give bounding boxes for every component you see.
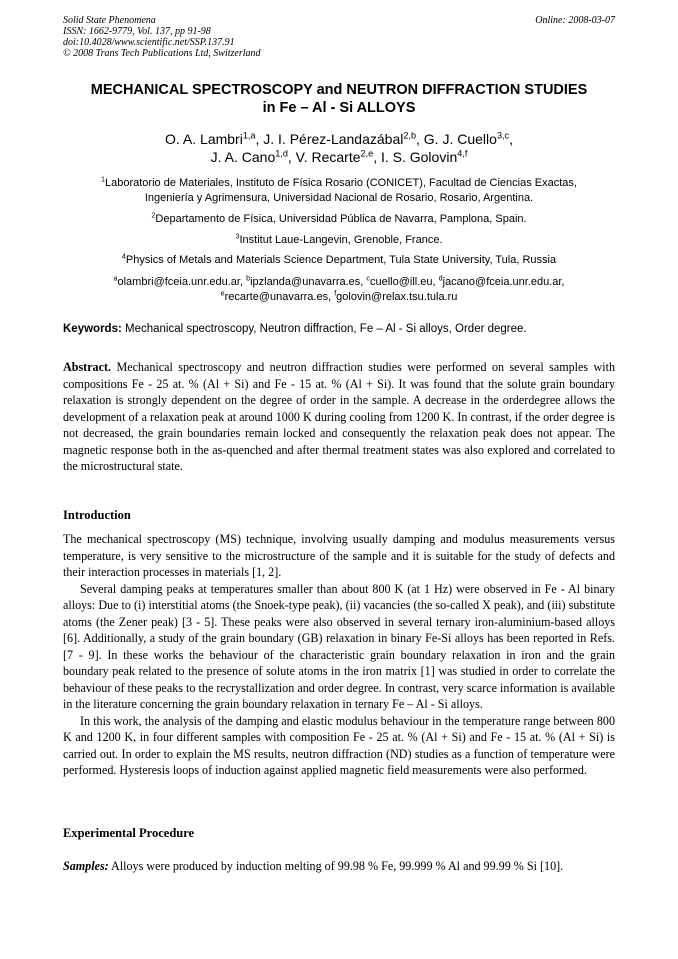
email-marker: c (366, 274, 370, 283)
email-marker: b (246, 274, 251, 283)
email-list (40, 275, 638, 305)
author-separator: , (287, 149, 296, 165)
author-affiliation: 2,b (403, 130, 417, 141)
affiliation-number: 1 (101, 175, 105, 184)
affiliation-number: 2 (151, 211, 156, 220)
abstract (63, 359, 615, 475)
email-marker: e (220, 289, 225, 298)
email-marker: f (334, 289, 337, 298)
author-line-1 (40, 130, 638, 148)
affiliation-text: Institut Laue-Langevin, Grenoble, France. (239, 234, 443, 246)
email-address[interactable]: golovin@relax.tsu.tula.ru (336, 291, 458, 303)
intro-paragraph-2: Several damping peaks at temperatures smaller than about 800 K (at 1 Hz) were observed in Fe - Al binary alloys: Due to (i) interstitial atoms (the Snoek-type peak), (ii) vacancies (the so-called X peak), and (iii) substitute atoms (the Zener peak) [3 - 5]. These peaks were also observed in several ternary iron-aluminium-based alloys [6]. Additionally, a study of the grain boundary (GB) relaxation in binary Fe-Si alloys has been reported in Refs. [7 - 9]. In these works the behaviour of the characteristic grain boundary relaxation in iron and the grain boundary peak related to the presence of solute atoms in the iron matrix [1] was studied in order to correlate the behaviour of these peaks to the recrystallization and order degree. In contrast, very scarce information is available in the literature concerning the grain boundary relaxation in ternary Fe – Al - Si alloys. (63, 581, 615, 711)
author-line-2 (40, 148, 638, 166)
author-name: O. A. Lambri (165, 131, 243, 147)
title-line-2: in Fe – Al - Si ALLOYS (262, 100, 416, 116)
abstract-label: Abstract. (63, 360, 112, 374)
email-address[interactable]: recarte@unavarra.es, (224, 291, 335, 303)
affiliation-text: Departamento de Física, Universidad Pública de Navarra, Pamplona, Spain. (155, 213, 527, 225)
samples-paragraph (63, 858, 615, 875)
samples-text: Alloys were produced by induction melting of 99.98 % Fe, 99.999 % Al and 99.99 % Si [10]. (108, 859, 564, 873)
author-separator: , (255, 131, 264, 147)
affiliation-3 (40, 233, 638, 248)
author-name: V. Recarte (295, 149, 361, 165)
journal-name: Solid State Phenomena (63, 15, 156, 26)
email-address[interactable]: ipzlanda@unavarra.es, (250, 276, 367, 288)
email-address[interactable]: olambri@fceia.unr.edu.ar, (117, 276, 247, 288)
affiliation-text: Ingeniería y Agrimensura, Universidad Nacional de Rosario, Rosario, Argentina. (144, 192, 534, 204)
affiliation-2 (40, 212, 638, 227)
affiliation-text: Physics of Metals and Materials Science Department, Tula State University, Tula, Russia (125, 254, 557, 266)
email-marker: a (113, 274, 118, 283)
author-list (40, 130, 638, 166)
title-line-1: MECHANICAL SPECTROSCOPY and NEUTRON DIFFRACTION STUDIES (90, 82, 588, 98)
journal-issn: ISSN: 1662-9779, Vol. 137, pp 91-98 (63, 26, 211, 37)
introduction-heading: Introduction (63, 508, 131, 522)
author-affiliation: 3,c (496, 130, 510, 141)
introduction-body (63, 531, 615, 779)
author-name: J. I. Pérez-Landazábal (263, 131, 404, 147)
samples-label: Samples: (63, 859, 109, 873)
journal-doi: doi:10.4028/www.scientific.net/SSP.137.91 (63, 37, 235, 48)
email-address[interactable]: jacano@fceia.unr.edu.ar, (442, 276, 565, 288)
journal-header (63, 15, 615, 59)
email-marker: d (438, 274, 443, 283)
paper-title (40, 81, 638, 117)
abstract-text: Mechanical spectroscopy and neutron diffraction studies were performed on several samples with compositions Fe - 25 at. % (Al + Si) and Fe - 15 at. % (Al + Si). It was found that the solute grain boundary relaxation is strongly dependent on the degree of order in the sample. A decrease in the orderdegree allows the development of a relaxation peak at around 1000 K during cooling from 1200 K. In contrast, if the order degree is not decreased, the grain boundaries remain locked and consequently the relaxation peak does not appear. The magnetic response both in the as-quenched and after thermal treatment states was also explored and correlated to the microstructural state. (63, 360, 615, 473)
author-name: G. J. Cuello (423, 131, 497, 147)
online-date: Online: 2008-03-07 (535, 15, 615, 26)
author-affiliation: 1,d (275, 148, 288, 159)
intro-paragraph-1: The mechanical spectroscopy (MS) technique, involving usually damping and modulus measurements versus temperature, is very sensitive to the microstructure of the sample and it is suitable for the study of defects and their interaction processes in materials [1, 2]. (63, 532, 615, 579)
author-separator: , (509, 131, 513, 147)
author-name: J. A. Cano (210, 149, 276, 165)
email-address[interactable]: cuello@ill.eu, (369, 276, 439, 288)
author-affiliation: 1,a (242, 130, 256, 141)
author-separator: , (416, 131, 424, 147)
author-separator: , (373, 149, 381, 165)
author-name: I. S. Golovin (380, 149, 458, 165)
affiliation-1 (40, 176, 638, 206)
affiliation-text: Laboratorio de Materiales, Instituto de Física Rosario (CONICET), Facultad de Ciencias Exactas, (105, 177, 577, 189)
keywords-label: Keywords: (63, 323, 122, 335)
keywords (63, 323, 615, 335)
experimental-heading: Experimental Procedure (63, 826, 195, 840)
intro-paragraph-3: In this work, the analysis of the damping and elastic modulus behaviour in the temperature range between 800 K and 1200 K, in four different samples with composition Fe - 25 at. % (Al + Si) and Fe - 15 at. % (Al + Si) is carried out. In order to explain the MS results, neutron diffraction (ND) studies as a function of temperature were performed. Hysteresis loops of induction against applied magnetic field measurements were also performed. (63, 713, 615, 777)
author-affiliation: 2,e (360, 148, 374, 159)
journal-copyright: © 2008 Trans Tech Publications Ltd, Switzerland (63, 48, 261, 59)
author-affiliation: 4,f (457, 148, 468, 159)
keywords-text: Mechanical spectroscopy, Neutron diffraction, Fe – Al - Si alloys, Order degree. (121, 323, 527, 335)
affiliation-number: 3 (235, 232, 240, 241)
affiliation-4 (40, 253, 638, 268)
affiliation-number: 4 (121, 252, 126, 261)
experimental-heading-block (63, 826, 615, 841)
introduction-heading-block (63, 508, 615, 523)
